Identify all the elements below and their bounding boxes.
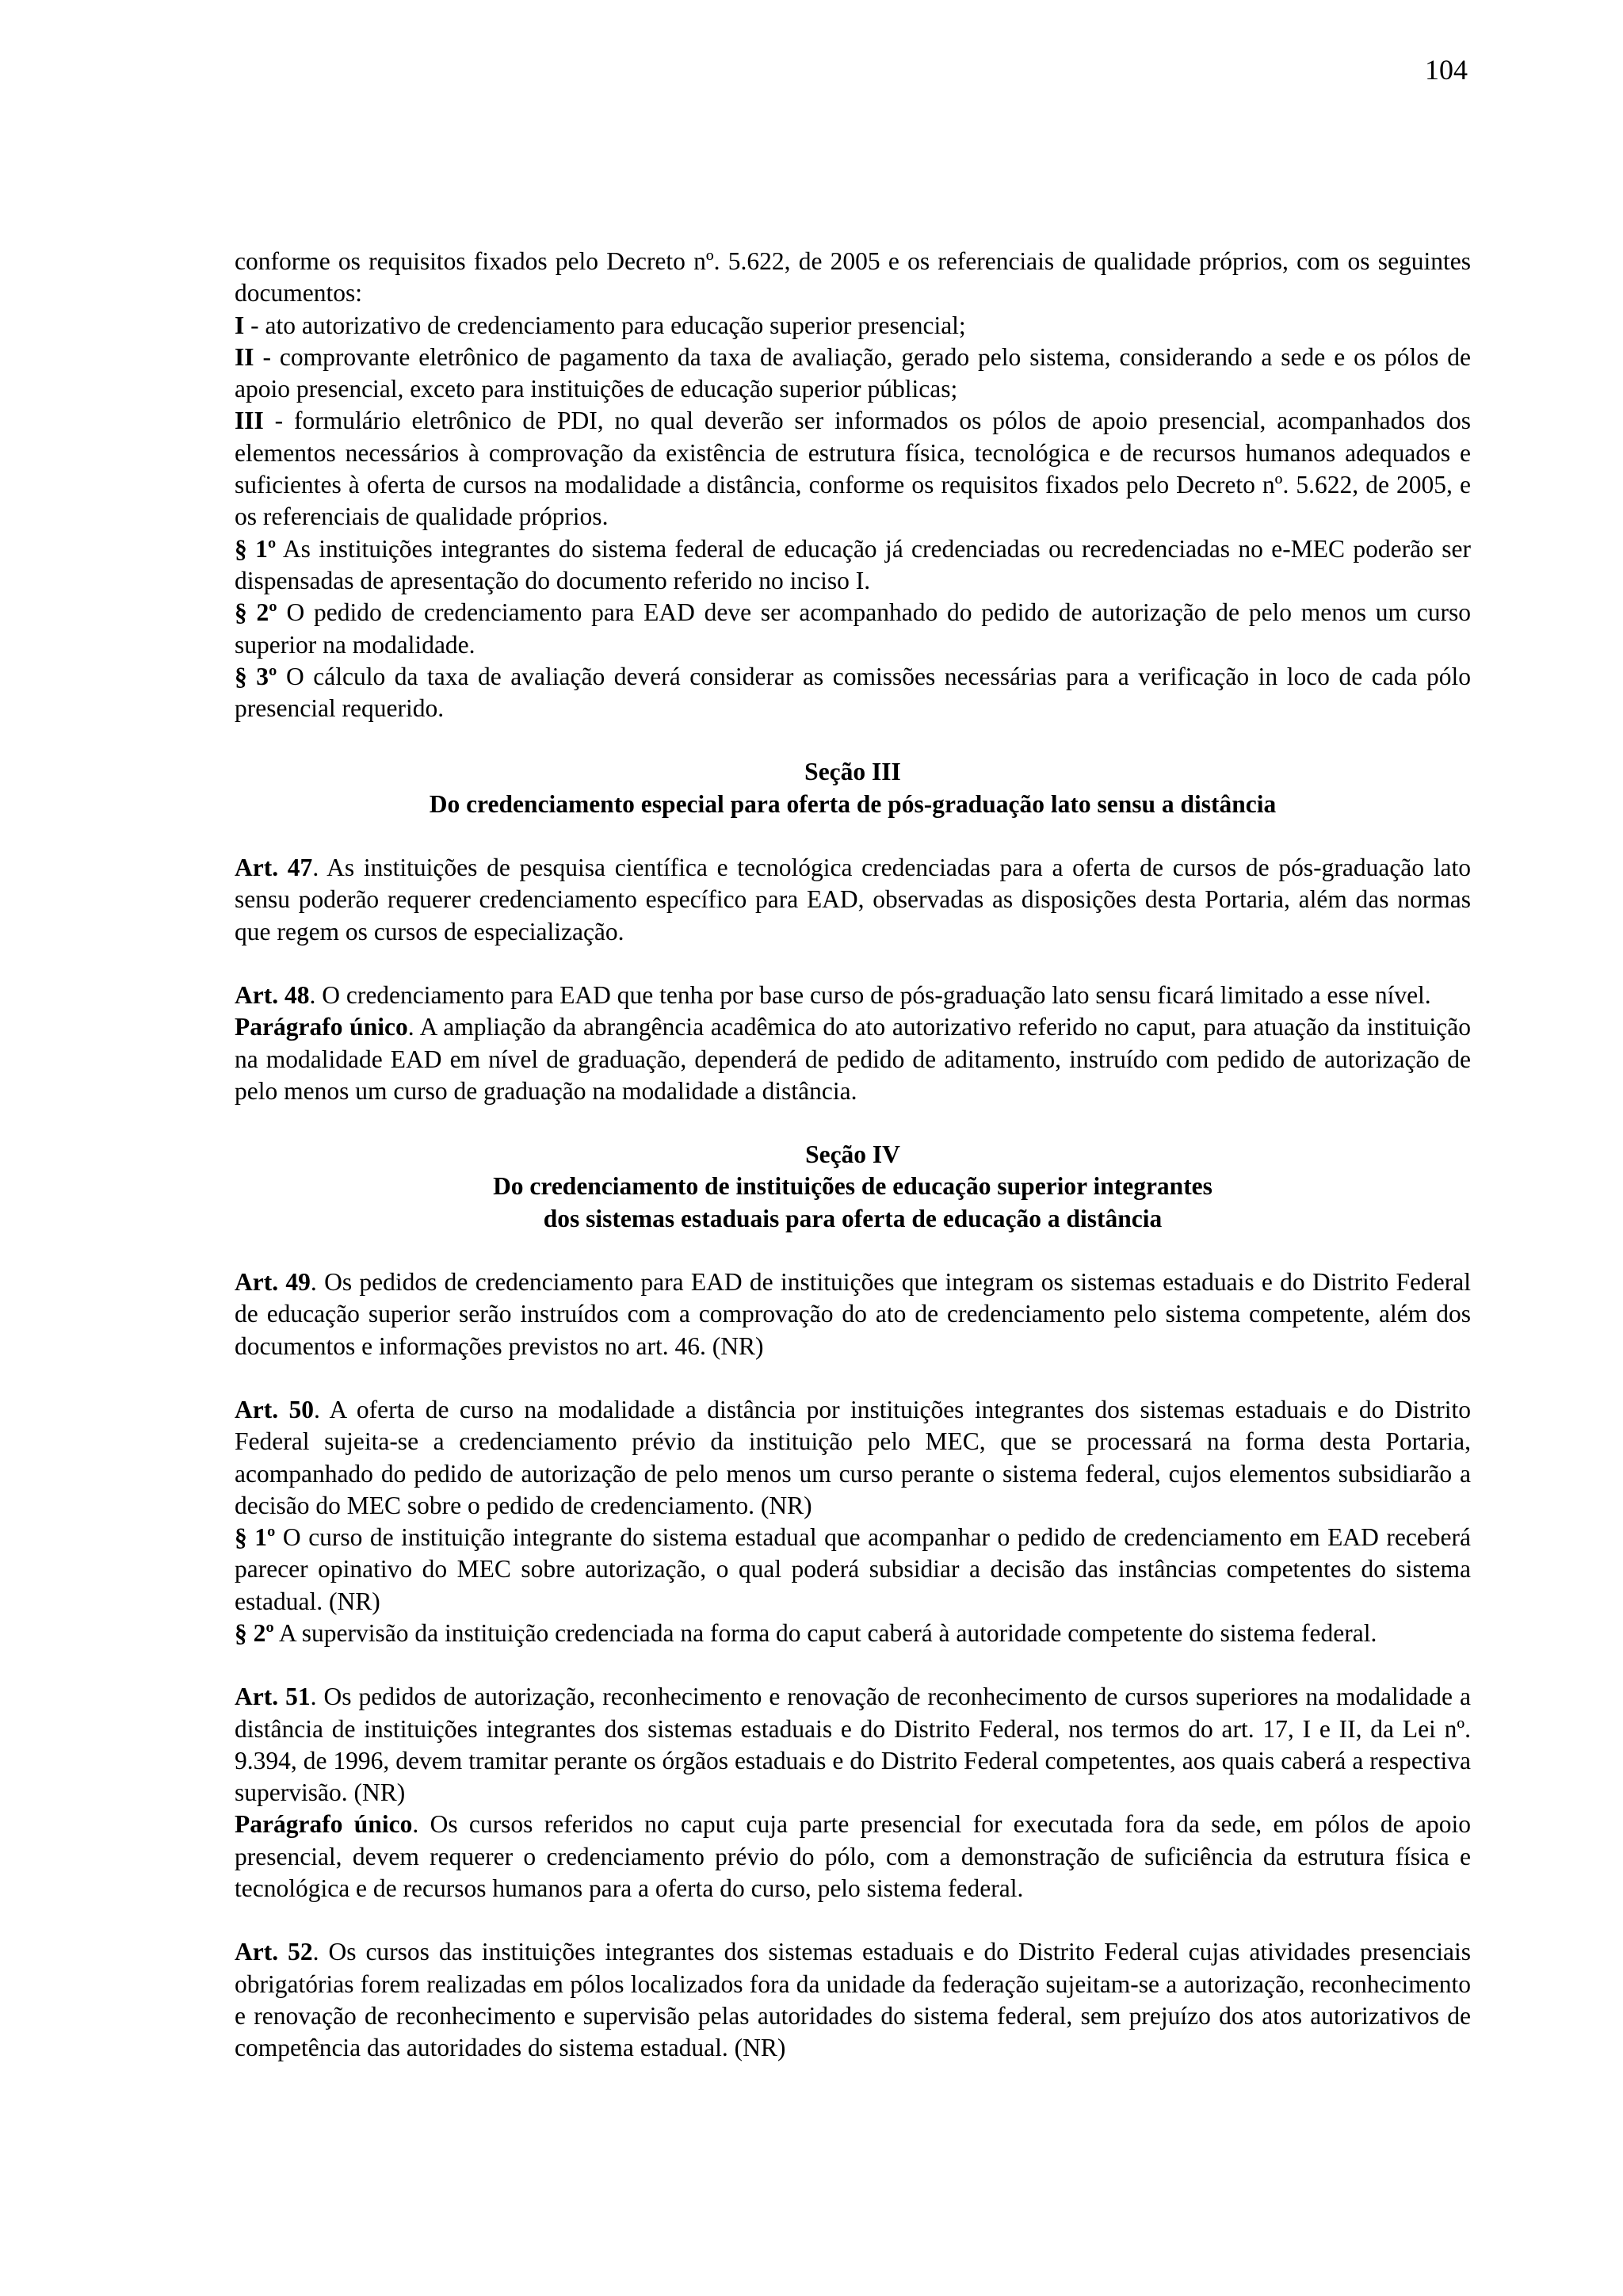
- paragraph-1: [235, 533, 1471, 598]
- article-text: . A oferta de curso na modalidade a distância por instituições integrantes dos sistemas estaduais e do Distrito Federal sujeita-se a credenciamento prévio da instituição pelo MEC, que se processará na forma desta Portaria, acompanhado do pedido de autorização de pelo menos um curso perante o sistema federal, cujos elementos subsidiarão a decisão do MEC sobre o pedido de credenciamento. (NR): [235, 1395, 1471, 1519]
- article-50-paragraph-1: [235, 1522, 1471, 1618]
- article-label: Art. 52: [235, 1938, 313, 1966]
- article-label: Art. 47: [235, 854, 313, 882]
- inciso-ii: [235, 342, 1471, 406]
- inciso-label: II: [235, 342, 254, 371]
- article-51-sole-paragraph: [235, 1809, 1471, 1904]
- paragraph-label: Parágrafo único: [235, 1013, 408, 1041]
- article-text: . Os cursos das instituições integrantes dos sistemas estaduais e do Distrito Federal cujas atividades presenciais obrigatórias forem realizadas em pólos localizados fora da unidade da federação sujeitam-se a autorização, reconhecimento e renovação de reconhecimento e supervisão pelas autoridades do sistema federal, sem prejuízo dos atos autorizativos de competência das autoridades do sistema estadual. (NR): [235, 1938, 1471, 2062]
- article-50-paragraph-2: [235, 1618, 1471, 1649]
- article-text: . O credenciamento para EAD que tenha por base curso de pós-graduação lato sensu ficará limitado a esse nível.: [309, 980, 1431, 1009]
- paragraph-intro: [235, 246, 1471, 310]
- article-47: [235, 852, 1471, 948]
- article-label: Art. 51: [235, 1683, 311, 1711]
- inciso-text: - ato autorizativo de credenciamento para educação superior presencial;: [244, 311, 966, 339]
- paragraph-label: § 3º: [235, 662, 277, 690]
- page-number: 104: [1425, 54, 1468, 86]
- article-label: Art. 48: [235, 980, 310, 1009]
- article-text: . As instituições de pesquisa científica e tecnológica credenciadas para a oferta de cursos de pós-graduação lato sensu poderão requerer credenciamento específico para EAD, observadas as disposições desta Portaria, além das normas que regem os cursos de especialização.: [235, 854, 1471, 946]
- paragraph-text: . Os cursos referidos no caput cuja parte presencial for executada fora da sede, em pólos de apoio presencial, devem requerer o credenciamento prévio do pólo, com a demonstração de suficiência da estrutura física e tecnológica e de recursos humanos para a oferta do curso, pelo sistema federal.: [235, 1810, 1471, 1903]
- inciso-label: III: [235, 407, 264, 435]
- paragraph-label: § 2º: [235, 1618, 274, 1647]
- article-text: . Os pedidos de autorização, reconhecimento e renovação de reconhecimento de cursos superiores na modalidade a distância de instituições integrantes dos sistemas estaduais e do Distrito Federal, nos termos do art. 17, I e II, da Lei nº. 9.394, de 1996, devem tramitar perante os órgãos estaduais e do Distrito Federal competentes, aos quais caberá a respectiva supervisão. (NR): [235, 1683, 1471, 1807]
- inciso-iii: [235, 405, 1471, 533]
- section-iv-subtitle-line2: dos sistemas estaduais para oferta de educação a distância: [543, 1204, 1163, 1232]
- article-text: . Os pedidos de credenciamento para EAD de instituições que integram os sistemas estaduais e do Distrito Federal de educação superior serão instruídos com a comprovação do ato de credenciamento pelo sistema competente, além dos documentos e informações previstos no art. 46. (NR): [235, 1268, 1471, 1360]
- inciso-text: - formulário eletrônico de PDI, no qual deverão ser informados os pólos de apoio presencial, acompanhados dos elementos necessários à comprovação da existência de estrutura física, tecnológica e de recursos humanos adequados e suficientes à oferta de cursos na modalidade a distância, conforme os requisitos fixados pelo Decreto nº. 5.622, de 2005, e os referenciais de qualidade próprios.: [235, 407, 1471, 531]
- paragraph-label: § 2º: [235, 598, 277, 627]
- section-iv-subtitle-line1: Do credenciamento de instituições de educação superior integrantes: [493, 1172, 1212, 1201]
- article-51: [235, 1681, 1471, 1809]
- article-49: [235, 1266, 1471, 1362]
- article-48-sole-paragraph: [235, 1011, 1471, 1107]
- inciso-text: - comprovante eletrônico de pagamento da taxa de avaliação, gerado pelo sistema, considerando a sede e os pólos de apoio presencial, exceto para instituições de educação superior públicas;: [235, 342, 1471, 403]
- paragraph-label: § 1º: [235, 1523, 276, 1552]
- paragraph-2: [235, 597, 1471, 661]
- section-iii-subtitle: Do credenciamento especial para oferta de pós-graduação lato sensu a distância: [429, 789, 1277, 818]
- paragraph-text: conforme os requisitos fixados pelo Decreto nº. 5.622, de 2005 e os referenciais de qualidade próprios, com os seguintes documentos:: [235, 247, 1471, 308]
- article-label: Art. 50: [235, 1395, 314, 1423]
- paragraph-label: § 1º: [235, 534, 277, 563]
- article-50: [235, 1394, 1471, 1522]
- inciso-i: [235, 310, 1471, 342]
- article-48: [235, 980, 1471, 1011]
- paragraph-text: A supervisão da instituição credenciada na forma do caput caberá à autoridade competente do sistema federal.: [273, 1618, 1377, 1647]
- article-label: Art. 49: [235, 1268, 311, 1297]
- document-body: [235, 246, 1471, 2065]
- paragraph-text: O cálculo da taxa de avaliação deverá considerar as comissões necessárias para a verificação in loco de cada pólo presencial requerido.: [235, 662, 1471, 723]
- inciso-label: I: [235, 311, 245, 339]
- paragraph-label: Parágrafo único: [235, 1810, 413, 1839]
- section-iii-title: Seção III: [804, 758, 901, 786]
- paragraph-text: O pedido de credenciamento para EAD deve ser acompanhado do pedido de autorização de pelo menos um curso superior na modalidade.: [235, 598, 1471, 659]
- paragraph-text: O curso de instituição integrante do sistema estadual que acompanhar o pedido de credenciamento em EAD receberá parecer opinativo do MEC sobre autorização, o qual poderá subsidiar a decisão das instâncias competentes do sistema estadual. (NR): [235, 1523, 1472, 1615]
- paragraph-text: . A ampliação da abrangência acadêmica do ato autorizativo referido no caput, para atuação da instituição na modalidade EAD em nível de graduação, dependerá de pedido de aditamento, instruído com pedido de autorização de pelo menos um curso de graduação na modalidade a distância.: [235, 1013, 1471, 1105]
- paragraph-3: [235, 661, 1471, 725]
- section-iv-title: Seção IV: [805, 1140, 900, 1169]
- paragraph-text: As instituições integrantes do sistema federal de educação já credenciadas ou recredenciadas no e-MEC poderão ser dispensadas de apresentação do documento referido no inciso I.: [235, 534, 1471, 594]
- article-52: [235, 1936, 1471, 2064]
